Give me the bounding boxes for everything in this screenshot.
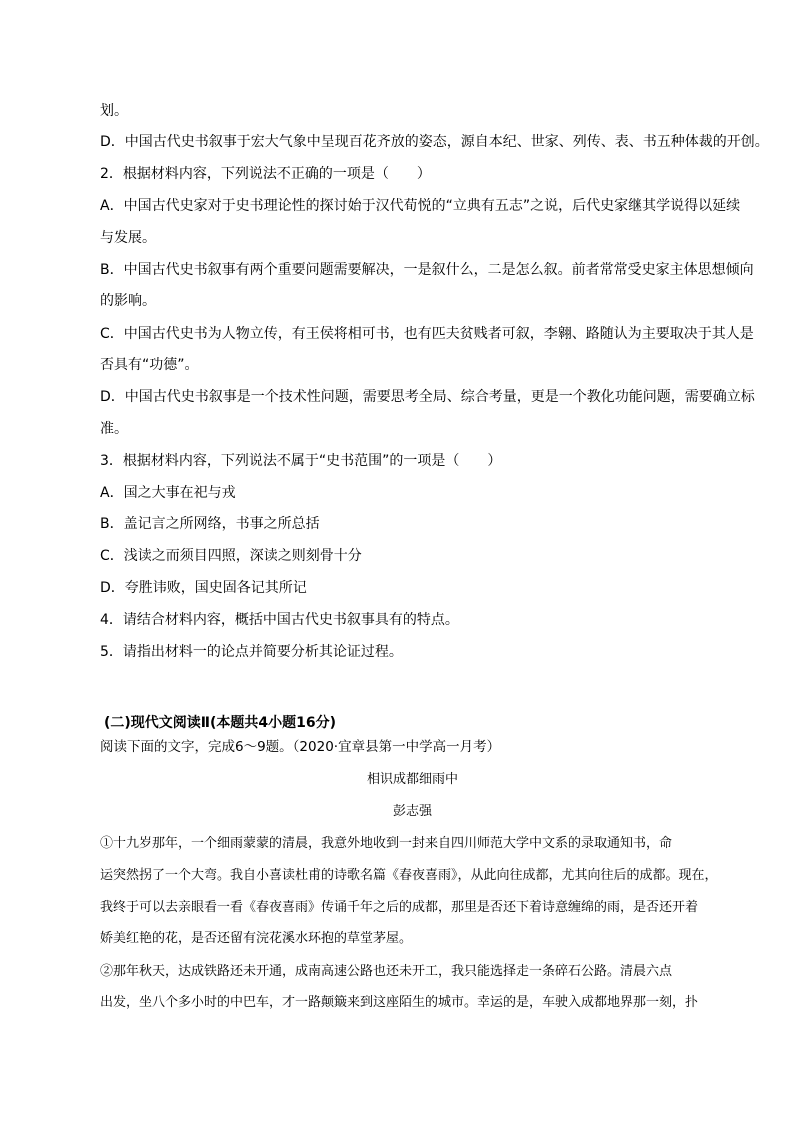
story-title: 相识成都细雨中 [366, 772, 458, 787]
section-heading: (二)现代文阅读Ⅱ(本题共4小题16分) [104, 715, 337, 731]
text-line: 与发展。 [100, 230, 156, 246]
paragraph-line: ①十九岁那年，一个细雨蒙蒙的清晨，我意外地收到一封来自四川师范大学中文系的录取通知书，命 [100, 836, 673, 851]
text-line: 准。 [100, 421, 128, 437]
instruction: 阅读下面的文字，完成6～9题。（2020·宜章县第一中学高一月考） [100, 739, 501, 755]
paragraph-line: 运突然拐了一个大弯。我自小喜读杜甫的诗歌名篇《春夜喜雨》，从此向往成都，尤其向往后的成都。现在， [100, 868, 718, 883]
text-line: 的影响。 [100, 293, 156, 309]
option-a: A．中国古代史家对于史书理论性的探讨始于汉代荀悦的“立典有五志”之说，后代史家继其学说得以延续 [100, 198, 741, 214]
text-line: 否具有“功德”。 [100, 357, 199, 373]
option-d: D．夸胜讳败，国史固各记其所记 [100, 580, 307, 596]
option-b: B．盖记言之所网络，书事之所总括 [100, 516, 320, 532]
paragraph-line: ②那年秋天，达成铁路还未开通，成南高速公路也还未开工，我只能选择走一条碎石公路。清晨六点 [100, 964, 673, 979]
option-d: D．中国古代史书叙事是一个技术性问题，需要思考全局、综合考量，更是一个教化功能问题，需要确立标 [100, 389, 755, 405]
question-2: 2．根据材料内容，下列说法不正确的一项是（ ） [100, 166, 431, 182]
question-5: 5．请指出材料一的论点并简要分析其论证过程。 [100, 644, 403, 660]
option-b: B．中国古代史书叙事有两个重要问题需要解决，一是叙什么，二是怎么叙。前者常常受史家主体思想倾向 [100, 262, 754, 278]
paragraph-line: 娇美红艳的花，是否还留有浣花溪水环抱的草堂茅屋。 [100, 931, 413, 946]
text-line: D．中国古代史书叙事于宏大气象中呈现百花齐放的姿态，源自本纪、世家、列传、表、书五种体裁的开创。 [100, 134, 769, 150]
option-c: C．浅读之而须目四照，深读之则刻骨十分 [100, 548, 362, 564]
option-a: A．国之大事在祀与戎 [100, 485, 236, 501]
story-author: 彭志强 [392, 804, 432, 819]
paragraph-line: 我终于可以去亲眼看一看《春夜喜雨》传诵千年之后的成都，那里是否还下着诗意缠绵的雨，是否还开着 [100, 900, 699, 915]
option-c: C．中国古代史书为人物立传，有王侯将相可书，也有匹夫贫贱者可叙，李翱、路随认为主要取决于其人是 [100, 326, 754, 342]
question-4: 4．请结合材料内容，概括中国古代史书叙事具有的特点。 [100, 612, 459, 628]
question-3: 3．根据材料内容，下列说法不属于“史书范围”的一项是（ ） [100, 453, 502, 469]
paragraph-line: 出发，坐八个多小时的中巴车，才一路颠簸来到这座陌生的城市。幸运的是，车驶入成都地界那一刻，扑 [100, 995, 699, 1010]
text-line: 划。 [100, 103, 128, 119]
